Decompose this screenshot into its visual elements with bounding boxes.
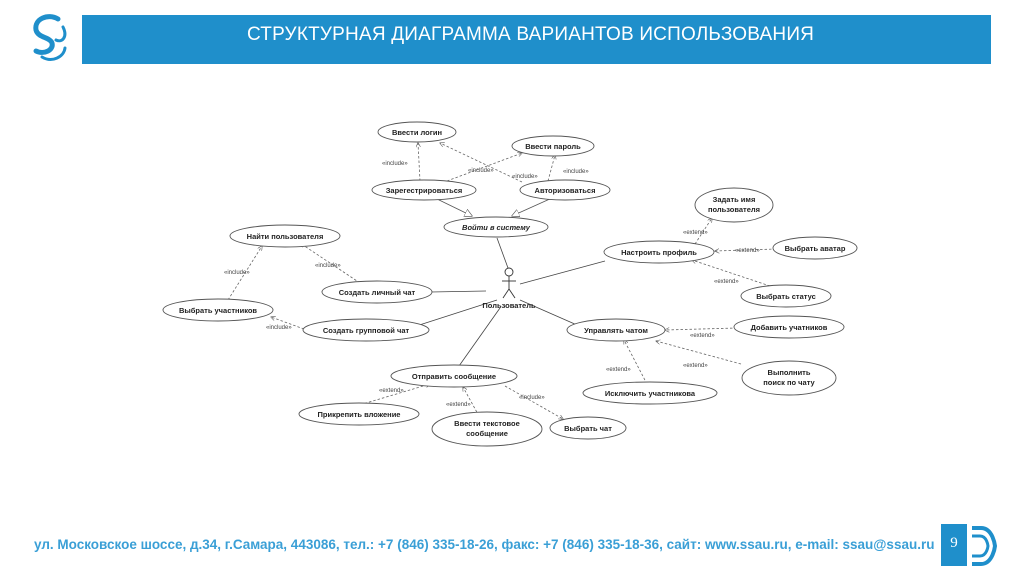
- use-case-label: сообщение: [466, 429, 508, 438]
- use-case-label: Выбрать чат: [564, 424, 612, 433]
- use-case-label: Выполнить: [767, 368, 811, 377]
- use-case-label: Выбрать аватар: [784, 244, 846, 253]
- use-case-label: Создать групповой чат: [322, 326, 410, 335]
- include-label: «include»: [563, 169, 589, 175]
- use-case-label: Настроить профиль: [621, 248, 697, 257]
- use-case-label: Выбрать статус: [756, 292, 816, 301]
- extend-label: «extend»: [690, 333, 715, 339]
- actor-figure: [502, 268, 516, 298]
- footer-logo: [969, 524, 997, 568]
- page-number: 9: [950, 535, 958, 551]
- extend-label: «extend»: [683, 363, 708, 369]
- include-label: «include»: [266, 325, 292, 331]
- include-label: «include»: [468, 168, 494, 174]
- generalizations: [435, 198, 552, 216]
- extend-label: «extend»: [379, 388, 404, 394]
- footer-address: ул. Московское шоссе, д.34, г.Самара, 443086, тел.: +7 (846) 335-18-26, факс: +7 (846) 335-18-36, сайт: www.ssau.ru, e-mail: ssau@ssau.ru: [34, 537, 935, 552]
- include-label: «include»: [382, 161, 408, 167]
- use-case-label: Ввести текстовое: [454, 419, 520, 428]
- extend-label: «extend»: [606, 367, 631, 373]
- use-case-label: пользователя: [707, 205, 761, 214]
- include-label: «include»: [512, 174, 538, 180]
- use-case-label: Ввести логин: [391, 128, 443, 137]
- extend-label: «extend»: [683, 230, 708, 236]
- extend-label: «extend»: [735, 248, 760, 254]
- use-case-label: Добавить учатников: [750, 323, 828, 332]
- use-case-label: Управлять чатом: [584, 326, 648, 335]
- page-title: СТРУКТУРНАЯ ДИАГРАММА ВАРИАНТОВ ИСПОЛЬЗОВАНИЯ: [247, 24, 815, 45]
- page-number-box: [941, 524, 967, 566]
- include-label: «include»: [315, 263, 341, 269]
- use-case-label: Зарегестрироваться: [385, 186, 463, 195]
- use-case-label: Исключить участникова: [604, 389, 696, 398]
- use-case-label: Задать имя: [712, 195, 756, 204]
- actor-label: Пользователь: [482, 301, 536, 310]
- use-case-label: Отправить сообщение: [411, 372, 497, 381]
- use-case-label: Создать личный чат: [338, 288, 416, 297]
- extend-label: «extend»: [446, 402, 471, 408]
- use-case-label: Войти в систему: [462, 223, 530, 232]
- use-case-label: Прикрепить вложение: [317, 410, 401, 419]
- use-case-label: Авторизоваться: [534, 186, 596, 195]
- extend-label: «extend»: [714, 279, 739, 285]
- use-case-label: Выбрать участников: [178, 306, 258, 315]
- include-label: «include»: [224, 270, 250, 276]
- use-case-label: поиск по чату: [763, 378, 815, 387]
- use-case-label: Ввести пароль: [525, 142, 581, 151]
- use-case-label: Найти пользователя: [246, 232, 324, 241]
- include-label: «include»: [519, 395, 545, 401]
